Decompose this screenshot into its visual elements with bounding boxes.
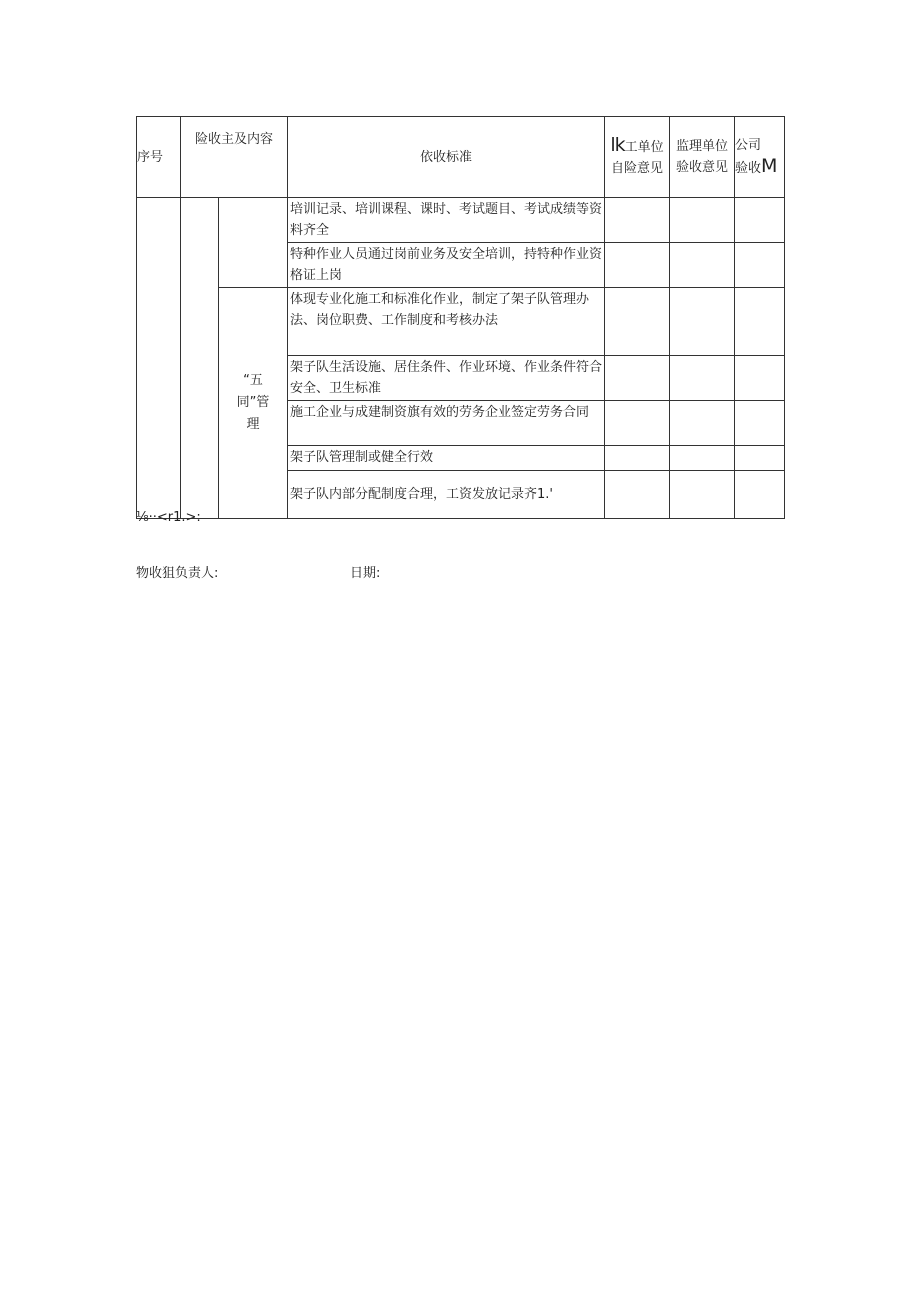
subject-cell: [181, 198, 219, 519]
date-label: 日期:: [350, 566, 381, 581]
contractor-opinion-cell[interactable]: [605, 288, 670, 356]
supervisor-opinion-cell[interactable]: [670, 471, 735, 519]
criterion-cell: 培训记录、培训课程、课时、考试题目、考试成绩等资料齐全: [288, 198, 605, 243]
footnote: ⅛··<r1.>:: [136, 510, 201, 525]
group-cell-first: [219, 198, 288, 288]
criterion-cell: 特种作业人员通过岗前业务及安全培训，持特种作业资格证上岗: [288, 243, 605, 288]
company-acceptance-cell[interactable]: [735, 356, 785, 401]
contractor-glyph: lk: [610, 134, 625, 156]
company-acceptance-cell[interactable]: [735, 471, 785, 519]
company-acceptance-cell[interactable]: [735, 401, 785, 446]
acceptance-table: [136, 116, 785, 519]
table-row: [137, 198, 785, 243]
header-contractor-opinion: [605, 117, 670, 198]
contractor-line2: 自险意见: [611, 161, 664, 176]
company-acceptance-cell[interactable]: [735, 243, 785, 288]
company-acceptance-cell[interactable]: [735, 288, 785, 356]
supervisor-opinion-cell[interactable]: [670, 401, 735, 446]
criterion-cell: 体现专业化施工和标准化作业，制定了架子队管理办法、岗位职费、工作制度和考核办法: [288, 288, 605, 356]
criterion-cell: 架子队管理制或健全行效: [288, 446, 605, 471]
company-acceptance-cell[interactable]: [735, 446, 785, 471]
supervisor-opinion-cell[interactable]: [670, 198, 735, 243]
criterion-cell: 架子队内部分配制度合理，工资发放记录齐1.': [288, 471, 605, 519]
company-line2: 验收M: [735, 155, 777, 177]
company-line1: 公司: [735, 138, 762, 153]
contractor-opinion-cell[interactable]: [605, 356, 670, 401]
supervisor-opinion-cell[interactable]: [670, 288, 735, 356]
contractor-opinion-cell[interactable]: [605, 471, 670, 519]
header-company-acceptance: [735, 117, 785, 198]
group-cell-five-same: [219, 288, 288, 519]
group-label: “五同”管理: [236, 373, 270, 432]
supervisor-opinion-cell[interactable]: [670, 243, 735, 288]
supervisor-opinion-cell[interactable]: [670, 356, 735, 401]
company-acceptance-cell[interactable]: [735, 198, 785, 243]
supervisor-line2: 验收意见: [676, 160, 729, 175]
contractor-line1: 工单位: [624, 140, 664, 155]
company-glyph: M: [761, 155, 777, 177]
contractor-opinion-cell[interactable]: [605, 401, 670, 446]
criterion-cell: 施工企业与成建制资旗有效的劳务企业签定劳务合同: [288, 401, 605, 446]
header-seq: 序号: [137, 117, 181, 198]
header-standard: 依收标准: [288, 117, 605, 198]
seq-cell: [137, 198, 181, 519]
contractor-opinion-cell[interactable]: [605, 243, 670, 288]
contractor-opinion-cell[interactable]: [605, 446, 670, 471]
criterion-cell: 架子队生活设施、居住条件、作业环境、作业条件符合安全、卫生标准: [288, 356, 605, 401]
supervisor-line1: 监理单位: [676, 139, 729, 154]
contractor-opinion-cell[interactable]: [605, 198, 670, 243]
supervisor-opinion-cell[interactable]: [670, 446, 735, 471]
header-supervisor-opinion: [670, 117, 735, 198]
acceptance-table-wrapper: [136, 116, 785, 519]
header-row: [137, 117, 785, 198]
signer-label: 物收狙负责人:: [136, 566, 219, 581]
header-subject: 险收主及内容: [181, 117, 288, 198]
table-row: [137, 288, 785, 356]
